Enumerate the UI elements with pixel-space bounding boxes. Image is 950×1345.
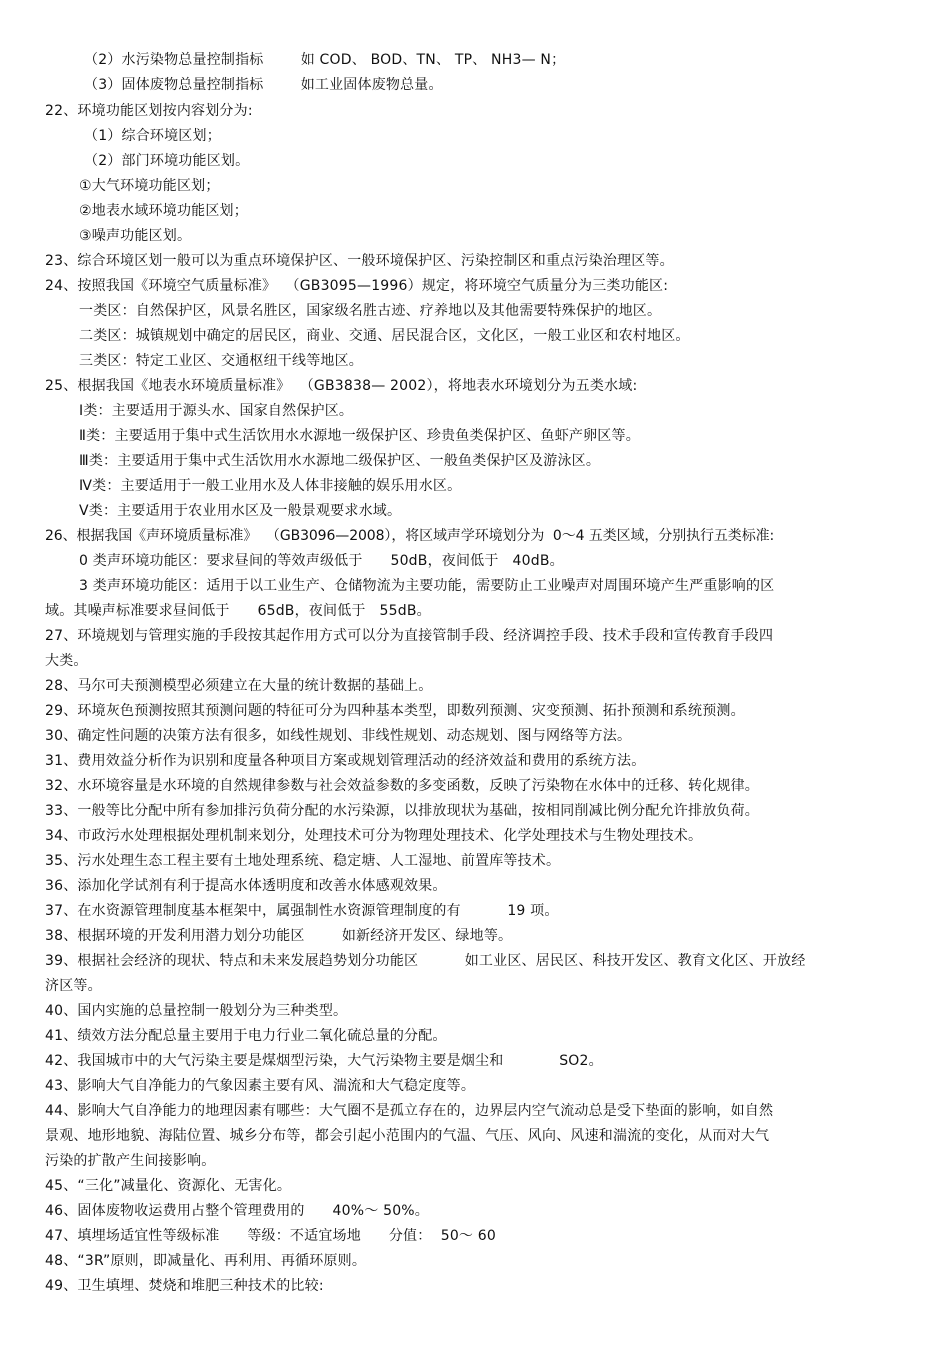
text-line: Ⅲ类：主要适用于集中式生活饮用水水源地二级保护区、一般鱼类保护区及游泳区。 xyxy=(79,453,601,469)
text-line: 42、我国城市中的大气污染主要是煤烟型污染，大气污染物主要是烟尘和 SO2。 xyxy=(45,1053,603,1069)
text-line: 46、固体废物收运费用占整个管理费用的 40%～ 50%。 xyxy=(45,1203,429,1219)
text-line: 35、污水处理生态工程主要有土地处理系统、稳定塘、人工湿地、前置库等技术。 xyxy=(45,853,561,869)
text-line: 44、影响大气自净能力的地理因素有哪些：大气圈不是孤立存在的，边界层内空气流动总是受下垫面的影响，如自然 xyxy=(45,1103,774,1119)
text-line: 29、环境灰色预测按照其预测问题的特征可分为四种基本类型，即数列预测、灾变预测、拓扑预测和系统预测。 xyxy=(45,703,745,719)
text-line: 28、马尔可夫预测模型必须建立在大量的统计数据的基础上。 xyxy=(45,678,433,694)
text-line: （2）部门环境功能区划。 xyxy=(84,153,250,169)
text-line: 一类区：自然保护区，风景名胜区，国家级名胜古迹、疗养地以及其他需要特殊保护的地区。 xyxy=(79,303,662,319)
text-line: 27、环境规划与管理实施的手段按其起作用方式可以分为直接管制手段、经济调控手段、技术手段和宣传教育手段四 xyxy=(45,628,774,644)
text-line: 36、添加化学试剂有利于提高水体透明度和改善水体感观效果。 xyxy=(45,878,447,894)
text-line: 31、费用效益分析作为识别和度量各种项目方案或规划管理活动的经济效益和费用的系统方法。 xyxy=(45,753,646,769)
text-line: 污染的扩散产生间接影响。 xyxy=(45,1153,216,1169)
text-line: 34、市政污水处理根据处理机制来划分，处理技术可分为物理处理技术、化学处理技术与生物处理技术。 xyxy=(45,828,703,844)
text-line: 26、根据我国《声环境质量标准》 （GB3096—2008），将区域声学环境划分为 0～4 五类区域，分别执行五类标准: xyxy=(45,528,775,544)
text-line: 0 类声环境功能区：要求昼间的等效声级低于 50dB，夜间低于 40dB。 xyxy=(79,553,564,569)
text-line: ③噪声功能区划。 xyxy=(79,228,192,244)
text-line: 3 类声环境功能区：适用于以工业生产、仓储物流为主要功能，需要防止工业噪声对周围环境产生严重影响的区 xyxy=(79,578,775,594)
text-line: 23、综合环境区划一般可以为重点环境保护区、一般环境保护区、污染控制区和重点污染治理区等。 xyxy=(45,253,674,269)
text-line: 大类。 xyxy=(45,653,88,669)
text-line: Ⅴ类：主要适用于农业用水区及一般景观要求水域。 xyxy=(79,503,402,519)
text-line: 37、在水资源管理制度基本框架中，属强制性水资源管理制度的有 19 项。 xyxy=(45,903,559,919)
text-line: 41、绩效方法分配总量主要用于电力行业二氧化硫总量的分配。 xyxy=(45,1028,447,1044)
text-line: 39、根据社会经济的现状、特点和未来发展趋势划分功能区 如工业区、居民区、科技开发区、教育文化区、开放经 xyxy=(45,953,806,969)
text-line: 40、国内实施的总量控制一般划分为三种类型。 xyxy=(45,1003,348,1019)
text-line: 域。其噪声标准要求昼间低于 65dB，夜间低于 55dB。 xyxy=(45,603,431,619)
text-line: 43、影响大气自净能力的气象因素主要有风、湍流和大气稳定度等。 xyxy=(45,1078,476,1094)
text-line: 景观、地形地貌、海陆位置、城乡分布等，都会引起小范围内的气温、气压、风向、风速和湍流的变化，从而对大气 xyxy=(45,1128,770,1144)
text-line: 24、按照我国《环境空气质量标准》 （GB3095—1996）规定，将环境空气质量分为三类功能区: xyxy=(45,278,669,294)
text-line: 45、“三化”减量化、资源化、无害化。 xyxy=(45,1178,292,1194)
text-line: Ⅰ类：主要适用于源头水、国家自然保护区。 xyxy=(79,403,354,419)
text-line: ①大气环境功能区划； xyxy=(79,178,220,194)
text-line: 49、卫生填埋、焚烧和堆肥三种技术的比较: xyxy=(45,1278,324,1294)
text-line: 三类区：特定工业区、交通枢纽干线等地区。 xyxy=(79,353,363,369)
text-line: Ⅳ类：主要适用于一般工业用水及人体非接触的娱乐用水区。 xyxy=(79,478,462,494)
text-line: 25、根据我国《地表水环境质量标准》 （GB3838— 2002），将地表水环境划分为五类水域: xyxy=(45,378,638,394)
text-line: 二类区：城镇规划中确定的居民区，商业、交通、居民混合区，文化区，一般工业区和农村地区。 xyxy=(79,328,690,344)
text-line: 48、“3R”原则，即减量化、再利用、再循环原则。 xyxy=(45,1253,367,1269)
text-line: 30、确定性问题的决策方法有很多，如线性规划、非线性规划、动态规划、图与网络等方法。 xyxy=(45,728,632,744)
text-line: 47、填埋场适宜性等级标准 等级：不适宜场地 分值： 50～ 60 xyxy=(45,1228,496,1244)
text-line: （1）综合环境区划； xyxy=(84,128,221,144)
text-line: 济区等。 xyxy=(45,978,102,994)
text-line: （3）固体废物总量控制指标 如工业固体废物总量。 xyxy=(84,77,443,93)
text-line: 22、环境功能区划按内容划分为: xyxy=(45,103,253,119)
text-line: （2）水污染物总量控制指标 如 COD、 BOD、TN、 TP、 NH3— N； xyxy=(84,52,566,68)
text-line: 32、水环境容量是水环境的自然规律参数与社会效益参数的多变函数，反映了污染物在水体中的迁移、转化规律。 xyxy=(45,778,760,794)
text-line: Ⅱ类：主要适用于集中式生活饮用水水源地一级保护区、珍贵鱼类保护区、鱼虾产卵区等。 xyxy=(79,428,640,444)
text-line: ②地表水域环境功能区划； xyxy=(79,203,248,219)
text-line: 38、根据环境的开发利用潜力划分功能区 如新经济开发区、绿地等。 xyxy=(45,928,513,944)
text-line: 33、一般等比分配中所有参加排污负荷分配的水污染源，以排放现状为基础，按相同削减比例分配允许排放负荷。 xyxy=(45,803,760,819)
